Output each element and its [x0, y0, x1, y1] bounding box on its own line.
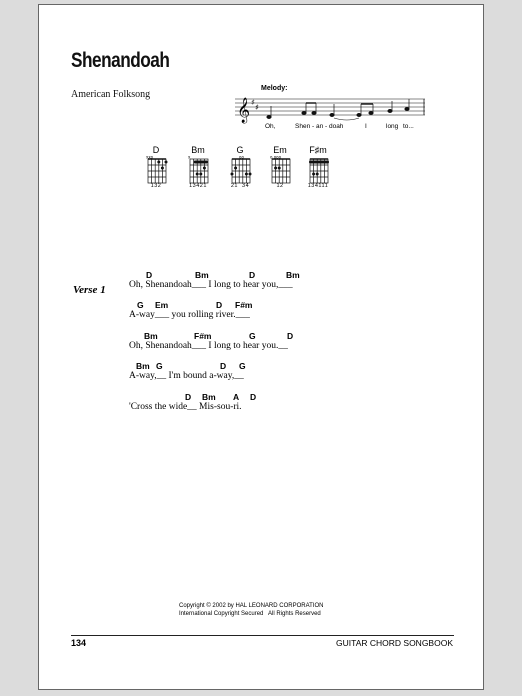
melody-lyric: long — [386, 123, 399, 130]
verse-line — [129, 300, 389, 326]
chord-diagram-g — [227, 145, 253, 195]
chord-diagram-fsharp-m — [305, 145, 331, 195]
chord-name: F♯m — [309, 145, 327, 155]
chord-symbol: Bm — [286, 270, 300, 280]
chord-fingering: 13421 — [189, 183, 207, 189]
verse-line — [129, 331, 389, 357]
chord-symbol: D — [185, 392, 192, 402]
chord-symbol: D — [249, 270, 256, 280]
copyright-notice — [179, 602, 323, 618]
chord-fingering: 132 — [150, 183, 162, 189]
verse-line — [129, 392, 389, 418]
treble-clef-icon: 𝄞 — [237, 98, 251, 123]
melody-lyric: Shen - an - doah — [295, 123, 344, 130]
chord-fingering: 12 — [276, 183, 284, 189]
chord-symbol: G — [137, 300, 144, 310]
lyric-line: 'Cross the wide__ Mis-sou-ri. — [129, 402, 242, 412]
chord-name: D — [152, 145, 160, 155]
chord-symbol: Bm — [202, 392, 216, 402]
sheet-page — [38, 4, 484, 690]
svg-text:oo: oo — [239, 156, 244, 160]
composer: American Folksong — [71, 89, 151, 100]
lyric-line: Oh, Shenandoah___ I long to hear you,___ — [129, 280, 293, 290]
sharp-icon: ♯ — [255, 103, 259, 112]
lyric-line: A-way,__ I'm bound a-way,__ — [129, 371, 244, 381]
verse-label: Verse 1 — [73, 284, 106, 296]
lyric-line: Oh, Shenandoah___ I long to hear you.__ — [129, 341, 288, 351]
chord-symbol: F#m — [235, 300, 253, 310]
chord-symbol: D — [220, 361, 227, 371]
chord-symbol: D — [250, 392, 257, 402]
svg-text:x: x — [188, 156, 191, 160]
chord-name: G — [236, 145, 244, 155]
chord-diagram-d — [143, 145, 169, 195]
chord-symbol: Bm — [195, 270, 209, 280]
chord-symbol: G — [239, 361, 246, 371]
fretboard-icon — [308, 156, 334, 186]
fretboard-icon — [146, 156, 172, 186]
melody-lyric: to... — [403, 123, 414, 130]
verse-line — [129, 361, 389, 387]
chord-symbol: G — [249, 331, 256, 341]
fretboard-icon — [188, 156, 214, 186]
chord-symbol: A — [233, 392, 240, 402]
melody-lyric: I — [365, 123, 367, 130]
chord-diagram-bm — [185, 145, 211, 195]
chord-symbol: Em — [155, 300, 169, 310]
chord-symbol: D — [216, 300, 223, 310]
fretboard-icon — [270, 156, 296, 186]
chord-fingering: 21 34 — [230, 183, 250, 189]
chord-diagram-em — [267, 145, 293, 195]
chord-name: Bm — [191, 145, 205, 155]
melody-staff — [235, 85, 435, 137]
chord-symbol: D — [287, 331, 294, 341]
svg-text:o ooo: o ooo — [270, 156, 282, 160]
melody-label: Melody: — [261, 85, 288, 92]
chord-diagrams — [143, 145, 343, 195]
book-title: GUITAR CHORD SONGBOOK — [336, 638, 453, 648]
page-number: 134 — [71, 638, 87, 648]
footer-divider — [71, 635, 454, 636]
copyright-line: International Copyright Secured All Rights Reserved — [179, 611, 321, 617]
song-title: Shenandoah — [71, 49, 170, 72]
chord-symbol: F#m — [194, 331, 212, 341]
chord-symbol: Bm — [136, 361, 150, 371]
fretboard-icon — [230, 156, 256, 186]
chord-name: Em — [273, 145, 287, 155]
svg-text:xxo: xxo — [146, 156, 154, 160]
lyric-line: A-way___ you rolling river.___ — [129, 310, 250, 320]
chord-fingering: 134111 — [307, 183, 329, 189]
melody-lyric: Oh, — [265, 123, 276, 130]
sharp-icon: ♯ — [251, 98, 255, 107]
chord-symbol: Bm — [144, 331, 158, 341]
chord-symbol: D — [146, 270, 153, 280]
verse-line — [129, 270, 389, 296]
copyright-line: Copyright © 2002 by HAL LEONARD CORPORATION — [179, 603, 324, 609]
chord-symbol: G — [156, 361, 163, 371]
